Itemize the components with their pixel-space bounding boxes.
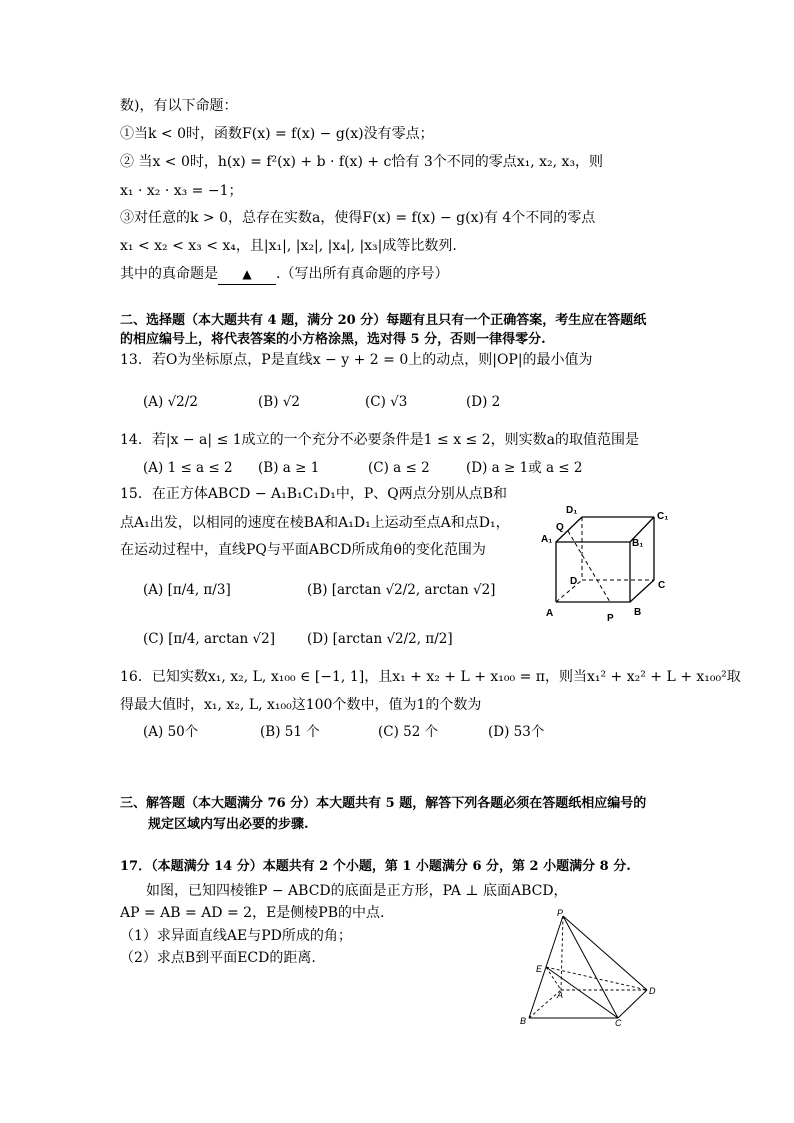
- label-c: C: [615, 1018, 622, 1028]
- text-line-1: 数)，有以下命题：: [120, 98, 238, 114]
- q14-option-a: (A) 1 ≤ a ≤ 2: [143, 460, 233, 476]
- label-p: P: [557, 908, 564, 918]
- q15-stem-3: 在运动过程中，直线PQ与平面ABCD所成角θ的变化范围为: [120, 542, 486, 558]
- q15-option-a: (A) [π/4, π/3]: [143, 582, 231, 598]
- cube-figure: [540, 500, 680, 630]
- q15-option-b: (B) [arctan √2/2, arctan √2]: [307, 582, 496, 598]
- q16-option-a: (A) 50个: [143, 724, 199, 740]
- q14-option-d: (D) a ≥ 1或 a ≤ 2: [466, 460, 583, 476]
- label-b: B: [634, 607, 642, 618]
- label-a: A: [557, 990, 564, 1000]
- label-p: P: [607, 613, 614, 624]
- label-d: D: [570, 576, 578, 587]
- label-e: E: [536, 964, 543, 974]
- label-c: C: [658, 580, 666, 591]
- label-b1: B₁: [632, 538, 644, 549]
- q17-stem-1: 如图，已知四棱锥P − ABCD的底面是正方形，PA ⊥ 底面ABCD，: [146, 883, 568, 899]
- label-a1: A₁: [541, 534, 553, 545]
- proposition-3: ③对任意的k > 0，总存在实数a，使得F(x) = f(x) − g(x)有 4个不同的零点: [120, 210, 596, 226]
- label-b: B: [520, 1016, 527, 1026]
- proposition-1: ①当k < 0时，函数F(x) = f(x) − g(x)没有零点；: [120, 126, 434, 142]
- section-3-heading-cont: 规定区域内写出必要的步骤.: [148, 817, 309, 832]
- answer-prompt-note: .（写出所有真命题的序号）: [276, 266, 449, 282]
- q17-heading: 17．（本题满分 14 分）本题共有 2 个小题，第 1 小题满分 6 分，第 2 小题满分 8 分.: [120, 859, 631, 874]
- q15-option-c: (C) [π/4, arctan √2]: [143, 631, 275, 647]
- q17-part-2: （2）求点B到平面ECD的距离.: [120, 950, 316, 966]
- cube-edge-bc: [630, 580, 654, 602]
- answer-blank: [218, 264, 276, 285]
- pyramid-figure: [515, 906, 665, 1028]
- q17-stem-2: AP = AB = AD = 2，E是侧棱PB的中点.: [120, 905, 385, 921]
- edge-pd: [563, 916, 647, 990]
- q13-option-a: (A) √2/2: [143, 394, 198, 410]
- q16-stem-2: 得最大值时，x₁, x₂, L, x₁₀₀这100个数中，值为1的个数为: [120, 697, 482, 713]
- q13-option-c: (C) √3: [365, 394, 408, 410]
- q13-stem: 13．若O为坐标原点，P是直线x − y + 2 = 0上的动点，则|OP|的最小值为: [120, 352, 593, 368]
- section-3-heading: 三、解答题（本大题满分 76 分）本大题共有 5 题，解答下列各题必须在答题纸相应编号的: [120, 796, 647, 811]
- answer-prompt: [120, 264, 448, 285]
- proposition-3-cont: x₁ < x₂ < x₃ < x₄，且|x₁|, |x₂|, |x₄|, |x₃|成等比数列.: [120, 238, 457, 254]
- q16-option-c: (C) 52 个: [378, 724, 439, 740]
- triangle-mark: ▲: [242, 267, 252, 281]
- label-d: D: [649, 986, 656, 996]
- q17-part-1: （1）求异面直线AE与PD所成的角；: [120, 928, 352, 944]
- q15-stem-2: 点A₁出发，以相同的速度在棱BA和A₁D₁上运动至点A和点D₁，: [120, 515, 510, 531]
- label-d1: D₁: [566, 505, 578, 516]
- hidden-ea: [546, 967, 561, 990]
- q14-option-b: (B) a ≥ 1: [258, 460, 320, 476]
- label-a: A: [546, 608, 554, 619]
- proposition-2: ② 当x < 0时，h(x) = f²(x) + b · f(x) + c恰有 3个不同的零点x₁, x₂, x₃，则: [120, 154, 604, 170]
- q16-option-d: (D) 53个: [488, 724, 545, 740]
- section-2-heading: 二、选择题（本大题共有 4 题，满分 20 分）每题有且只有一个正确答案，考生应在答题纸: [120, 313, 647, 328]
- q15-option-d: (D) [arctan √2/2, π/2]: [307, 631, 453, 647]
- label-q: Q: [556, 522, 564, 533]
- q14-option-c: (C) a ≤ 2: [368, 460, 430, 476]
- proposition-2-cont: x₁ · x₂ · x₃ = −1；: [120, 183, 243, 199]
- edge-cd: [618, 990, 647, 1018]
- q16-stem-1: 16．已知实数x₁, x₂, L, x₁₀₀ ∈ [−1, 1]，且x₁ + x₂ + L + x₁₀₀ = π，则当x₁² + x₂² + L + x₁₀₀²取: [120, 669, 741, 685]
- label-c1: C₁: [657, 511, 669, 522]
- answer-prompt-label: 其中的真命题是: [120, 266, 218, 282]
- q16-option-b: (B) 51 个: [260, 724, 320, 740]
- edge-pc: [563, 916, 618, 1018]
- q15-stem-1: 15．在正方体ABCD − A₁B₁C₁D₁中，P、Q两点分别从点B和: [120, 486, 508, 502]
- cube-hidden-ad: [556, 580, 582, 602]
- q13-option-b: (B) √2: [258, 394, 300, 410]
- q14-stem: 14．若|x − a| ≤ 1成立的一个充分不必要条件是1 ≤ x ≤ 2，则实数a的取值范围是: [120, 432, 639, 448]
- section-2-heading-cont: 的相应编号上，将代表答案的小方格涂黑，选对得 5 分，否则一律得零分.: [120, 332, 546, 347]
- q13-option-d: (D) 2: [466, 394, 501, 410]
